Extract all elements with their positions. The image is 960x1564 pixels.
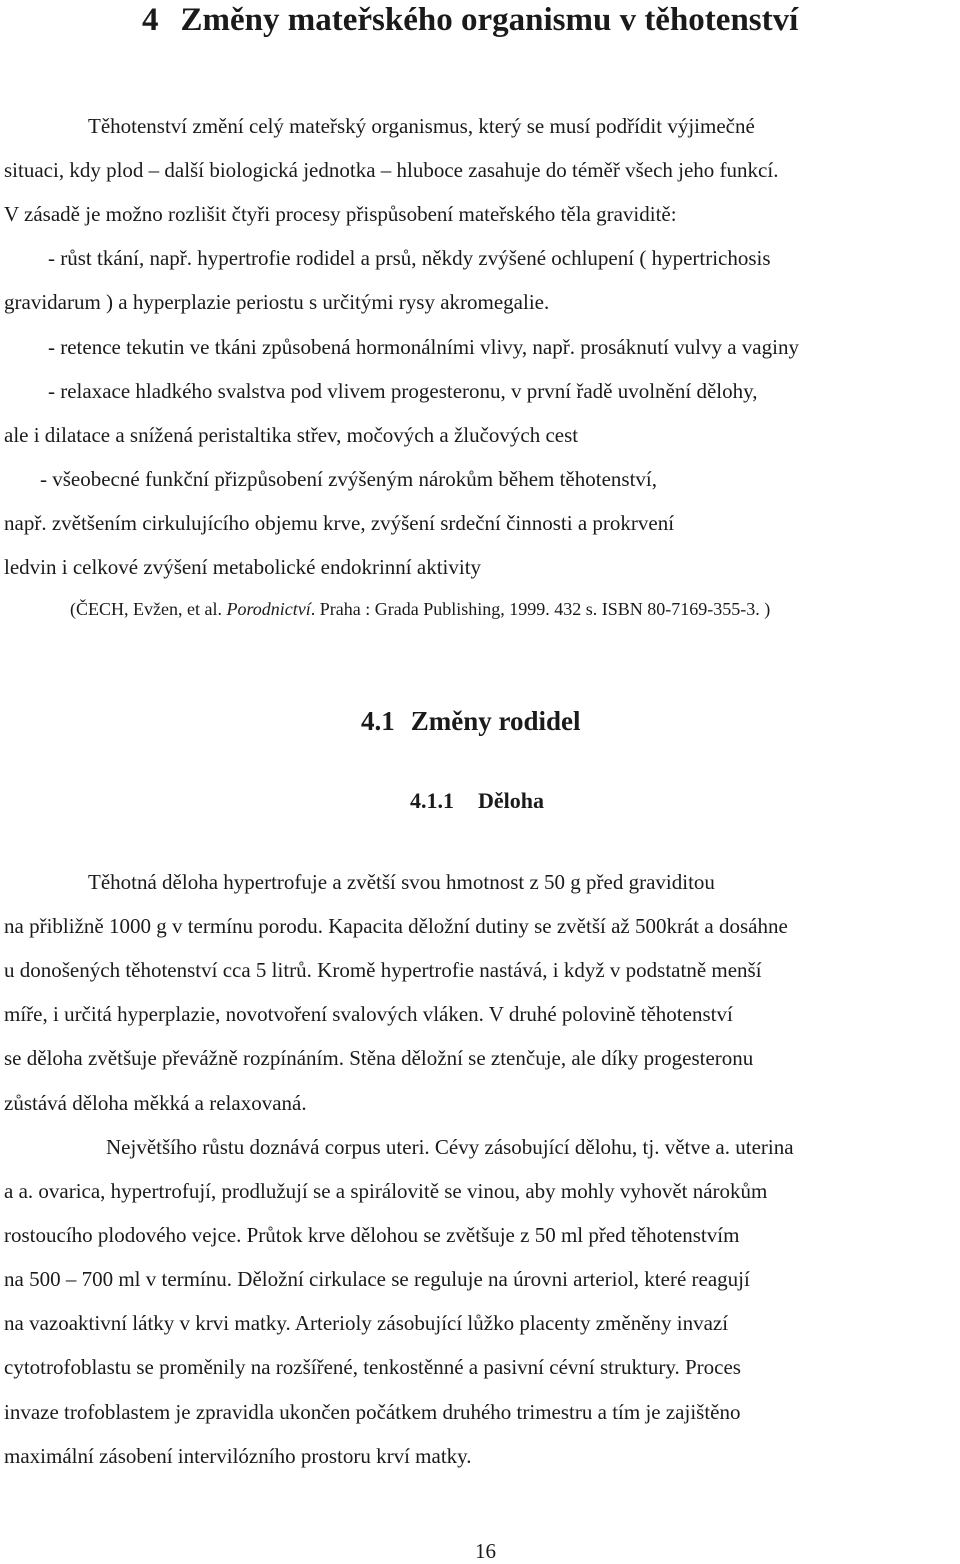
body-line: rostoucího plodového vejce. Průtok krve dělohou se zvětšuje z 50 ml před těhotenstvím: [4, 1223, 740, 1247]
subsection-number: 4.1.1: [410, 788, 454, 813]
intro-line: situaci, kdy plod – další biologická jednotka – hluboce zasahuje do téměř všech jeho funkcí.: [4, 158, 779, 182]
section-number: 4.1: [361, 706, 395, 736]
citation-prefix: (ČECH, Evžen, et al.: [70, 599, 227, 619]
intro-line: V zásadě je možno rozlišit čtyři procesy přispůsobení mateřského těla graviditě:: [4, 202, 677, 226]
intro-line: ale i dilatace a snížená peristaltika střev, močových a žlučových cest: [4, 423, 579, 447]
intro-line: gravidarum ) a hyperplazie periostu s určitými rysy akromegalie.: [4, 290, 550, 314]
chapter-heading: [142, 0, 798, 40]
body-line: na přibližně 1000 g v termínu porodu. Kapacita děložní dutiny se zvětší až 500krát a dosáhne: [4, 914, 788, 938]
intro-line: - růst tkání, např. hypertrofie rodidel a prsů, někdy zvýšené ochlupení ( hypertrichosis: [48, 246, 771, 270]
intro-line: Těhotenství změní celý mateřský organismus, který se musí podřídit výjimečné: [88, 114, 755, 138]
body-line: na vazoaktivní látky v krvi matky. Arterioly zásobující lůžko placenty změněny invazí: [4, 1311, 729, 1335]
body-line: se děloha zvětšuje převážně rozpínáním. Stěna děložní se ztenčuje, ale díky progesteronu: [4, 1046, 754, 1070]
body-line: Těhotná děloha hypertrofuje a zvětší svou hmotnost z 50 g před graviditou: [88, 870, 715, 894]
intro-line: - všeobecné funkční přizpůsobení zvýšeným nárokům během těhotenství,: [40, 467, 657, 491]
section-heading: [361, 705, 581, 737]
body-line: invaze trofoblastem je zpravidla ukončen počátkem druhého trimestru a tím je zajištěno: [4, 1400, 741, 1424]
body-line: zůstává děloha měkká a relaxovaná.: [4, 1091, 307, 1115]
subsection-heading: [410, 787, 544, 815]
body-line: míře, i určitá hyperplazie, novotvoření svalových vláken. V druhé polovině těhotenství: [4, 1002, 733, 1026]
intro-line: ledvin i celkové zvýšení metabolické endokrinní aktivity: [4, 555, 482, 579]
citation-suffix: . Praha : Grada Publishing, 1999. 432 s. ISBN 80-7169-355-3. ): [310, 599, 771, 619]
chapter-number: 4: [142, 2, 159, 38]
subsection-title: Děloha: [478, 788, 544, 813]
body-line: u donošených těhotenství cca 5 litrů. Kromě hypertrofie nastává, i když v podstatně menší: [4, 958, 762, 982]
body-line: Největšího růstu doznává corpus uteri. Cévy zásobující dělohu, tj. větve a. uterina: [106, 1135, 794, 1159]
chapter-title: Změny mateřského organismu v těhotenství: [180, 2, 799, 38]
section-title: Změny rodidel: [410, 706, 581, 736]
page-number: 16: [475, 1539, 496, 1563]
intro-line: např. zvětšením cirkulujícího objemu krve, zvýšení srdeční činnosti a prokrvení: [4, 511, 675, 535]
body-line: maximální zásobení intervilózního prostoru krví matky.: [4, 1444, 472, 1468]
body-line: a a. ovarica, hypertrofují, prodlužují se a spirálovitě se vinou, aby mohly vyhovět nárokům: [4, 1179, 768, 1203]
citation: [70, 596, 770, 622]
body-line: cytotrofoblastu se proměnily na rozšířené, tenkostěnné a pasivní cévní struktury. Proces: [4, 1355, 741, 1379]
body-line: na 500 – 700 ml v termínu. Děložní cirkulace se reguluje na úrovni arteriol, které reagují: [4, 1267, 750, 1291]
citation-title: Porodnictví: [226, 599, 311, 619]
intro-line: - relaxace hladkého svalstva pod vlivem progesteronu, v první řadě uvolnění dělohy,: [48, 379, 758, 403]
intro-line: - retence tekutin ve tkáni způsobená hormonálními vlivy, např. prosáknutí vulvy a vaginy: [48, 335, 799, 359]
